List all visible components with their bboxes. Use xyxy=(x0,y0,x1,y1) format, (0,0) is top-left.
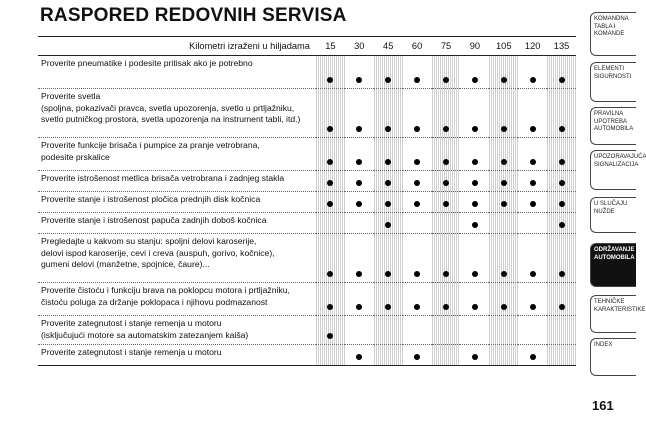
schedule-cell xyxy=(345,316,374,345)
sidebar-tab-label: TABLA I xyxy=(594,23,616,30)
service-required-dot xyxy=(472,180,478,186)
table-row xyxy=(38,89,576,138)
service-required-dot xyxy=(385,180,391,186)
service-required-dot xyxy=(472,304,478,310)
schedule-cell xyxy=(460,316,489,345)
schedule-cell xyxy=(432,283,461,316)
service-required-dot xyxy=(327,304,333,310)
schedule-cell xyxy=(518,283,547,316)
task-description-line: gumeni delovi (manžetne, spojnice, čaure)... xyxy=(41,259,210,270)
schedule-cell xyxy=(316,316,345,345)
service-required-dot xyxy=(327,271,333,277)
service-required-dot xyxy=(530,304,536,310)
schedule-cell xyxy=(432,234,461,283)
sidebar-tab-label: TEHNIČKE xyxy=(594,299,625,305)
service-required-dot xyxy=(559,77,565,83)
service-required-dot xyxy=(443,304,449,310)
service-required-dot xyxy=(530,159,536,165)
schedule-cell xyxy=(432,89,461,138)
schedule-cell xyxy=(489,234,518,283)
schedule-cell xyxy=(518,56,547,89)
schedule-cell xyxy=(403,234,432,283)
sidebar-tab[interactable] xyxy=(590,150,646,190)
schedule-cell xyxy=(374,138,403,171)
schedule-cell xyxy=(345,56,374,89)
service-required-dot xyxy=(501,126,507,132)
schedule-cell xyxy=(345,234,374,283)
km-column-header: 15 xyxy=(316,37,345,56)
schedule-cell xyxy=(518,213,547,234)
task-description-line: Proverite istrošenost metlica brisača vetrobrana i zadnjeg stakla xyxy=(41,173,285,183)
km-column-header: 60 xyxy=(403,37,432,56)
schedule-cell xyxy=(316,192,345,213)
schedule-cell xyxy=(316,345,345,366)
schedule-cell xyxy=(460,213,489,234)
schedule-cell xyxy=(374,89,403,138)
schedule-cell xyxy=(489,316,518,345)
service-required-dot xyxy=(327,126,333,132)
service-required-dot xyxy=(356,304,362,310)
km-header-label: Kilometri izraženi u hiljadama xyxy=(38,37,316,56)
service-required-dot xyxy=(559,304,565,310)
service-required-dot xyxy=(501,180,507,186)
sidebar-tab-label: AUTOMOBILA xyxy=(594,254,635,261)
service-required-dot xyxy=(327,333,333,339)
schedule-cell xyxy=(547,56,576,89)
schedule-cell xyxy=(403,345,432,366)
schedule-cell xyxy=(432,316,461,345)
table-row xyxy=(38,234,576,283)
schedule-cell xyxy=(374,192,403,213)
task-description-line: (spoljna, pokazivači pravca, svetla upozorenja, svetlo u prtljažniku, xyxy=(41,102,295,113)
schedule-cell xyxy=(432,171,461,192)
sidebar-tab-label: SIGNALIZACIJA xyxy=(594,161,639,168)
table-row xyxy=(38,138,576,171)
service-required-dot xyxy=(443,77,449,83)
schedule-cell xyxy=(403,89,432,138)
schedule-cell xyxy=(374,171,403,192)
sidebar-tab-label: SIGURNOSTI xyxy=(594,73,632,80)
schedule-cell xyxy=(432,56,461,89)
service-required-dot xyxy=(443,159,449,165)
km-column-header: 90 xyxy=(460,37,489,56)
schedule-cell xyxy=(547,234,576,283)
service-required-dot xyxy=(559,271,565,277)
schedule-cell xyxy=(547,192,576,213)
service-required-dot xyxy=(501,201,507,207)
schedule-cell xyxy=(316,283,345,316)
service-required-dot xyxy=(414,159,420,165)
schedule-cell xyxy=(547,316,576,345)
schedule-cell xyxy=(403,56,432,89)
task-description xyxy=(38,345,316,366)
table-row xyxy=(38,171,576,192)
sidebar-tab-label: KOMANDNA xyxy=(594,16,629,22)
service-required-dot xyxy=(385,271,391,277)
service-required-dot xyxy=(414,304,420,310)
task-description xyxy=(38,234,316,283)
km-column-header: 45 xyxy=(374,37,403,56)
schedule-cell xyxy=(518,138,547,171)
schedule-cell xyxy=(316,171,345,192)
table-row xyxy=(38,345,576,366)
schedule-cell xyxy=(374,316,403,345)
service-required-dot xyxy=(414,180,420,186)
service-required-dot xyxy=(559,222,565,228)
service-required-dot xyxy=(559,201,565,207)
schedule-cell xyxy=(460,56,489,89)
service-required-dot xyxy=(385,304,391,310)
service-required-dot xyxy=(472,354,478,360)
task-description xyxy=(38,138,316,171)
sidebar-tab-label: ELEMENTI xyxy=(594,66,625,72)
schedule-cell xyxy=(345,213,374,234)
service-required-dot xyxy=(356,77,362,83)
service-required-dot xyxy=(530,180,536,186)
sidebar-tab-label: NUŽDE xyxy=(594,208,615,215)
sidebar-tab[interactable] xyxy=(590,243,636,287)
task-description-line: (isključujući motore sa automatskim zatezanjem kaiša) xyxy=(41,329,249,340)
km-column-header: 105 xyxy=(489,37,518,56)
service-required-dot xyxy=(472,126,478,132)
schedule-cell xyxy=(489,171,518,192)
table-header-row xyxy=(38,37,576,56)
table-row xyxy=(38,192,576,213)
schedule-cell xyxy=(547,138,576,171)
service-required-dot xyxy=(356,180,362,186)
schedule-cell xyxy=(432,213,461,234)
task-description-line: čistoću poluga za držanje poklopaca i njihovu podmazanost xyxy=(41,296,268,307)
task-description-line: Proverite funkcije brisača i pumpice za pranje vetrobrana, xyxy=(41,140,260,150)
service-required-dot xyxy=(530,271,536,277)
schedule-cell xyxy=(432,345,461,366)
service-required-dot xyxy=(356,159,362,165)
task-description-line: delovi ispod karoserije, cevi i creva (auspuh, gorivo, kočnice), xyxy=(41,247,275,258)
schedule-cell xyxy=(403,213,432,234)
service-required-dot xyxy=(385,159,391,165)
sidebar-tab[interactable] xyxy=(590,12,636,56)
service-required-dot xyxy=(385,222,391,228)
schedule-cell xyxy=(518,89,547,138)
task-description-line: Proverite svetla xyxy=(41,91,101,101)
service-required-dot xyxy=(443,180,449,186)
schedule-cell xyxy=(518,234,547,283)
schedule-cell xyxy=(489,56,518,89)
chapter-sidebar xyxy=(590,0,646,380)
task-description-line: Proverite zategnutost i stanje remenja u motoru xyxy=(41,347,222,357)
service-required-dot xyxy=(501,77,507,83)
km-column-header: 30 xyxy=(345,37,374,56)
task-description xyxy=(38,192,316,213)
schedule-cell xyxy=(403,192,432,213)
schedule-cell xyxy=(345,283,374,316)
schedule-cell xyxy=(345,89,374,138)
task-description-line: Proverite pneumatike i podesite pritisak ako je potrebno xyxy=(41,58,253,68)
schedule-cell xyxy=(547,283,576,316)
service-required-dot xyxy=(385,126,391,132)
schedule-cell xyxy=(489,192,518,213)
sidebar-tab-label: ODRŽAVANJE xyxy=(594,247,635,253)
task-description-line: Pregledajte u kakvom su stanju: spoljni delovi karoserije, xyxy=(41,236,257,246)
task-description xyxy=(38,283,316,316)
schedule-cell xyxy=(374,234,403,283)
schedule-cell xyxy=(403,283,432,316)
service-required-dot xyxy=(559,126,565,132)
schedule-cell xyxy=(489,138,518,171)
schedule-cell xyxy=(345,138,374,171)
service-required-dot xyxy=(472,271,478,277)
service-required-dot xyxy=(559,180,565,186)
service-required-dot xyxy=(385,201,391,207)
schedule-cell xyxy=(316,234,345,283)
schedule-cell xyxy=(460,89,489,138)
service-required-dot xyxy=(472,222,478,228)
task-description-line: Proverite stanje i istrošenost pločica prednjih disk kočnica xyxy=(41,194,261,204)
service-required-dot xyxy=(559,159,565,165)
service-required-dot xyxy=(530,126,536,132)
schedule-cell xyxy=(403,316,432,345)
schedule-cell xyxy=(489,213,518,234)
service-required-dot xyxy=(414,126,420,132)
sidebar-tab-label: PRAVILNA xyxy=(594,111,624,117)
schedule-cell xyxy=(345,345,374,366)
schedule-cell xyxy=(316,213,345,234)
schedule-cell xyxy=(547,171,576,192)
task-description xyxy=(38,316,316,345)
task-description-line: Proverite stanje i istrošenost papuča zadnjih doboš kočnica xyxy=(41,215,267,225)
sidebar-tab-label: AUTOMOBILA xyxy=(594,126,634,133)
service-required-dot xyxy=(385,77,391,83)
schedule-cell xyxy=(403,138,432,171)
service-required-dot xyxy=(501,271,507,277)
service-required-dot xyxy=(501,304,507,310)
service-required-dot xyxy=(443,201,449,207)
service-required-dot xyxy=(356,354,362,360)
schedule-cell xyxy=(547,345,576,366)
schedule-cell xyxy=(489,283,518,316)
service-required-dot xyxy=(443,271,449,277)
sidebar-tab-label: KOMANDE xyxy=(594,31,625,38)
service-required-dot xyxy=(472,159,478,165)
task-description xyxy=(38,213,316,234)
task-description xyxy=(38,89,316,138)
service-required-dot xyxy=(501,159,507,165)
service-required-dot xyxy=(530,77,536,83)
service-required-dot xyxy=(356,201,362,207)
sidebar-tab-label: U SLUČAJU xyxy=(594,201,628,207)
schedule-cell xyxy=(518,171,547,192)
sidebar-tab[interactable] xyxy=(590,62,636,102)
table-row xyxy=(38,56,576,89)
schedule-cell xyxy=(460,283,489,316)
schedule-cell xyxy=(374,345,403,366)
table-row xyxy=(38,283,576,316)
schedule-cell xyxy=(374,283,403,316)
schedule-cell xyxy=(403,171,432,192)
task-description xyxy=(38,56,316,89)
sidebar-tab-label: UPOZORAVAJUĆA xyxy=(594,154,646,160)
service-required-dot xyxy=(443,126,449,132)
schedule-cell xyxy=(432,138,461,171)
service-required-dot xyxy=(414,77,420,83)
service-required-dot xyxy=(414,354,420,360)
schedule-cell xyxy=(518,345,547,366)
km-column-header: 135 xyxy=(547,37,576,56)
task-description-line: Proverite čistoću i funkciju brava na poklopcu motora i prtljažniku, xyxy=(41,285,290,295)
sidebar-tab-label: KARAKTERISTIKE xyxy=(594,306,646,313)
schedule-cell xyxy=(316,138,345,171)
task-description xyxy=(38,171,316,192)
service-required-dot xyxy=(530,201,536,207)
service-schedule-table xyxy=(38,36,576,366)
km-column-header: 75 xyxy=(432,37,461,56)
service-required-dot xyxy=(327,159,333,165)
service-required-dot xyxy=(327,180,333,186)
task-description-line: svetlo putničkog prostora, svetla upozorenja na instrument tabli, itd.) xyxy=(41,114,301,125)
service-required-dot xyxy=(414,271,420,277)
schedule-cell xyxy=(316,56,345,89)
schedule-cell xyxy=(316,89,345,138)
service-required-dot xyxy=(356,126,362,132)
schedule-cell xyxy=(374,213,403,234)
schedule-cell xyxy=(518,316,547,345)
schedule-cell xyxy=(518,192,547,213)
schedule-cell xyxy=(432,192,461,213)
task-description-line: Proverite zategnutost i stanje remenja u motoru xyxy=(41,318,222,328)
sidebar-tab-label: UPOTREBA xyxy=(594,118,628,125)
page-title: RASPORED REDOVNIH SERVISA xyxy=(40,5,347,26)
schedule-cell xyxy=(345,171,374,192)
schedule-cell xyxy=(460,345,489,366)
schedule-cell xyxy=(547,213,576,234)
table-row xyxy=(38,213,576,234)
service-required-dot xyxy=(414,201,420,207)
table-row xyxy=(38,316,576,345)
service-required-dot xyxy=(530,354,536,360)
schedule-cell xyxy=(489,345,518,366)
task-description-line: podesite prskalice xyxy=(41,151,110,162)
service-required-dot xyxy=(327,77,333,83)
sidebar-tab[interactable] xyxy=(590,107,636,145)
page-number: 161 xyxy=(592,398,614,413)
service-required-dot xyxy=(327,201,333,207)
schedule-cell xyxy=(374,56,403,89)
schedule-cell xyxy=(460,192,489,213)
km-column-header: 120 xyxy=(518,37,547,56)
schedule-cell xyxy=(460,171,489,192)
schedule-cell xyxy=(489,89,518,138)
schedule-cell xyxy=(547,89,576,138)
schedule-cell xyxy=(460,138,489,171)
service-required-dot xyxy=(356,271,362,277)
schedule-cell xyxy=(345,192,374,213)
sidebar-tab[interactable] xyxy=(590,295,646,333)
service-required-dot xyxy=(472,77,478,83)
sidebar-tab-label: INDEX xyxy=(594,342,613,348)
sidebar-tab[interactable] xyxy=(590,338,636,376)
sidebar-tab[interactable] xyxy=(590,197,636,233)
service-required-dot xyxy=(472,201,478,207)
schedule-cell xyxy=(460,234,489,283)
